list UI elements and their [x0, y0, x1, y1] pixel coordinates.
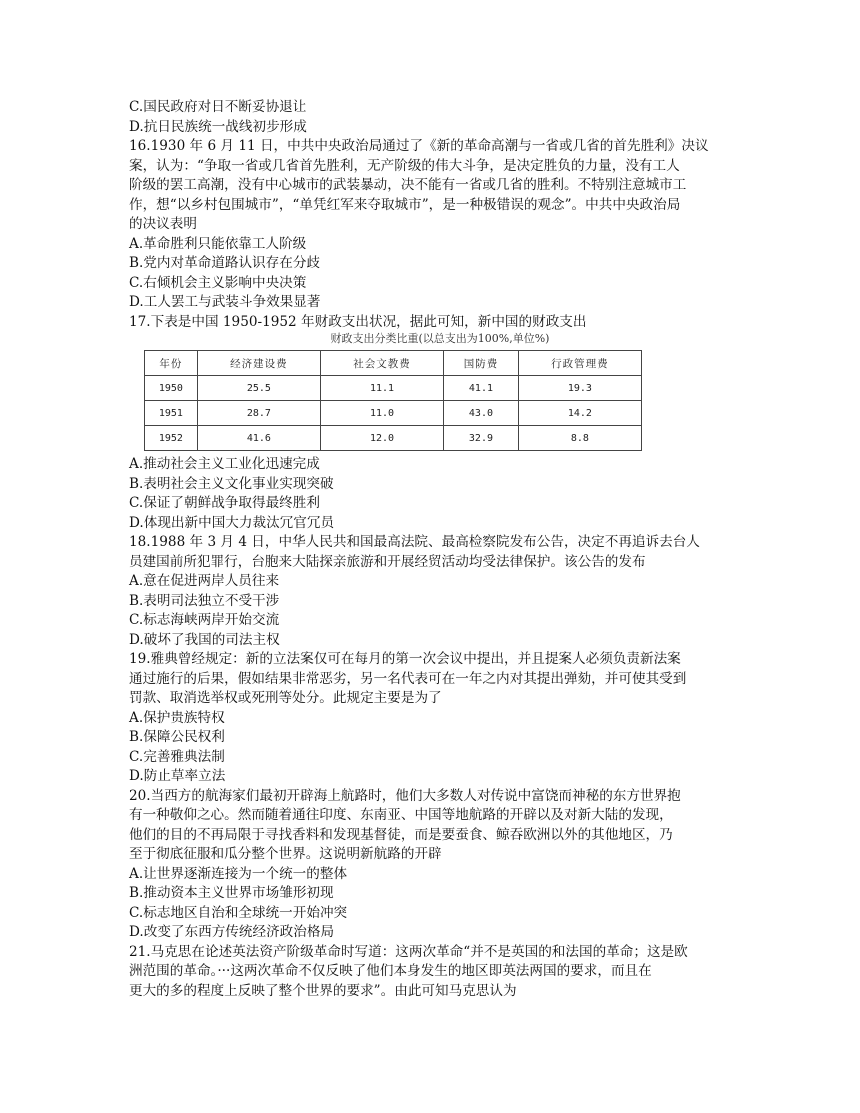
header-year: 年份 — [145, 351, 198, 376]
text-line: 至于彻底征服和瓜分整个世界。这说明新航路的开辟 — [129, 846, 442, 862]
table-cell: 14.2 — [518, 401, 641, 426]
header-defense: 国防费 — [444, 351, 519, 376]
text-line: 18.1988 年 3 月 4 日，中华人民共和国最高法院、最高检察院发布公告，决定不再追诉去台人 — [129, 534, 700, 550]
text-line: C.国民政府对日不断妥协退让 — [129, 99, 307, 115]
text-line: 通过施行的后果，假如结果非常恶劣，另一名代表可在一年之内对其提出弹劾，并可使其受到 — [129, 670, 687, 687]
table-cell: 1951 — [145, 401, 198, 426]
text-line: 作，想“以乡村包围城市”，“单凭红军来夺取城市”，是一种极错误的观念”。中共中央政治局 — [129, 196, 681, 213]
text-line: D.体现出新中国大力裁汰冗官冗员 — [129, 514, 335, 531]
table-title: 财政支出分类比重(以总支出为100%,单位%) — [330, 332, 550, 345]
text-line: B.党内对革命道路认识存在分歧 — [129, 255, 321, 271]
header-economic: 经济建设费 — [197, 351, 320, 376]
text-line: B.推动资本主义世界市场雏形初现 — [129, 885, 334, 901]
text-line: C.标志海峡两岸开始交流 — [129, 612, 280, 628]
table-cell: 12.0 — [320, 426, 443, 451]
table-cell: 11.0 — [320, 401, 443, 426]
table-cell: 1950 — [145, 376, 198, 401]
text-line: D.改变了东西方传统经济政治格局 — [129, 924, 335, 940]
text-line: 20.当西方的航海家们最初开辟海上航路时，他们大多数人对传说中富饶而神秘的东方世界抱 — [129, 787, 681, 804]
text-block-top — [129, 98, 741, 332]
table-cell: 25.5 — [197, 376, 320, 401]
table-cell: 1952 — [145, 426, 198, 451]
text-line: C.保证了朝鲜战争取得最终胜利 — [129, 495, 320, 511]
table-header-row — [145, 351, 642, 376]
table-cell: 19.3 — [518, 376, 641, 401]
text-line: 阶级的罢工高潮，没有中心城市的武装暴动，决不能有一省或几省的胜利。不特别注意城市工 — [129, 177, 687, 193]
fiscal-expenditure-table — [144, 350, 642, 451]
table-row — [145, 401, 642, 426]
text-line: A.保护贵族特权 — [129, 709, 225, 726]
text-line: 案，认为：“争取一省或几省首先胜利，无产阶级的伟大斗争，是决定胜负的力量，没有工人 — [129, 157, 680, 174]
text-line: D.抗日民族统一战线初步形成 — [129, 118, 307, 135]
table-cell: 11.1 — [320, 376, 443, 401]
table-cell: 43.0 — [444, 401, 519, 426]
header-culture-education: 社会文教费 — [320, 351, 443, 376]
exam-page — [129, 98, 741, 1001]
text-line: A.革命胜利只能依靠工人阶级 — [129, 235, 307, 252]
text-line: 他们的目的不再局限于寻找香料和发现基督徒，而是要蚕食、鲸吞欧洲以外的其他地区，乃 — [129, 826, 673, 843]
header-administration: 行政管理费 — [518, 351, 641, 376]
text-line: B.表明司法独立不受干涉 — [129, 592, 280, 609]
table-cell: 32.9 — [444, 426, 519, 451]
text-line: A.意在促进两岸人员往来 — [129, 573, 280, 589]
text-line: 21.马克思在论述英法资产阶级革命时写道：这两次革命“并不是英国的和法国的革命；这是欧 — [129, 943, 688, 960]
text-line: C.完善雅典法制 — [129, 748, 225, 765]
text-line: B.表明社会主义文化事业实现突破 — [129, 475, 334, 492]
text-line: D.工人罢工与武装斗争效果显著 — [129, 294, 321, 310]
text-line: D.防止草率立法 — [129, 768, 226, 784]
table-cell: 8.8 — [518, 426, 641, 451]
text-line: 有一种敬仰之心。然而随着通往印度、东南亚、中国等地航路的开辟以及对新大陆的发现， — [129, 807, 673, 823]
text-line: D.破坏了我国的司法主权 — [129, 631, 280, 648]
text-line: 更大的多的程度上反映了整个世界的要求”。由此可知马克思认为 — [129, 982, 517, 999]
table-row — [145, 376, 642, 401]
text-line: B.保障公民权利 — [129, 729, 225, 745]
text-block-bottom — [129, 455, 741, 1001]
text-line: A.推动社会主义工业化迅速完成 — [129, 456, 320, 472]
text-line: 罚款、取消选举权或死刑等处分。此规定主要是为了 — [129, 690, 442, 706]
table-row — [145, 426, 642, 451]
text-line: 员建国前所犯罪行，台胞来大陆探亲旅游和开展经贸活动均受法律保护。该公告的发布 — [129, 553, 646, 570]
text-line: 17.下表是中国 1950-1952 年财政支出状况，据此可知，新中国的财政支出 — [129, 313, 587, 330]
table-cell: 28.7 — [197, 401, 320, 426]
text-line: 的决议表明 — [129, 216, 197, 232]
text-line: 19.雅典曾经规定：新的立法案仅可在每月的第一次会议中提出，并且提案人必须负责新法案 — [129, 651, 681, 667]
text-line: 16.1930 年 6 月 11 日，中共中央政治局通过了《新的革命高潮与一省或几省的首先胜利》决议 — [129, 138, 709, 154]
text-line: 洲范围的革命。···这两次革命不仅反映了他们本身发生的地区即英法两国的要求，而且在 — [129, 963, 652, 979]
text-line: C.标志地区自治和全球统一开始冲突 — [129, 904, 348, 921]
table-cell: 41.6 — [197, 426, 320, 451]
text-line: C.右倾机会主义影响中央决策 — [129, 274, 307, 291]
text-line: A.让世界逐渐连接为一个统一的整体 — [129, 865, 348, 882]
table-cell: 41.1 — [444, 376, 519, 401]
